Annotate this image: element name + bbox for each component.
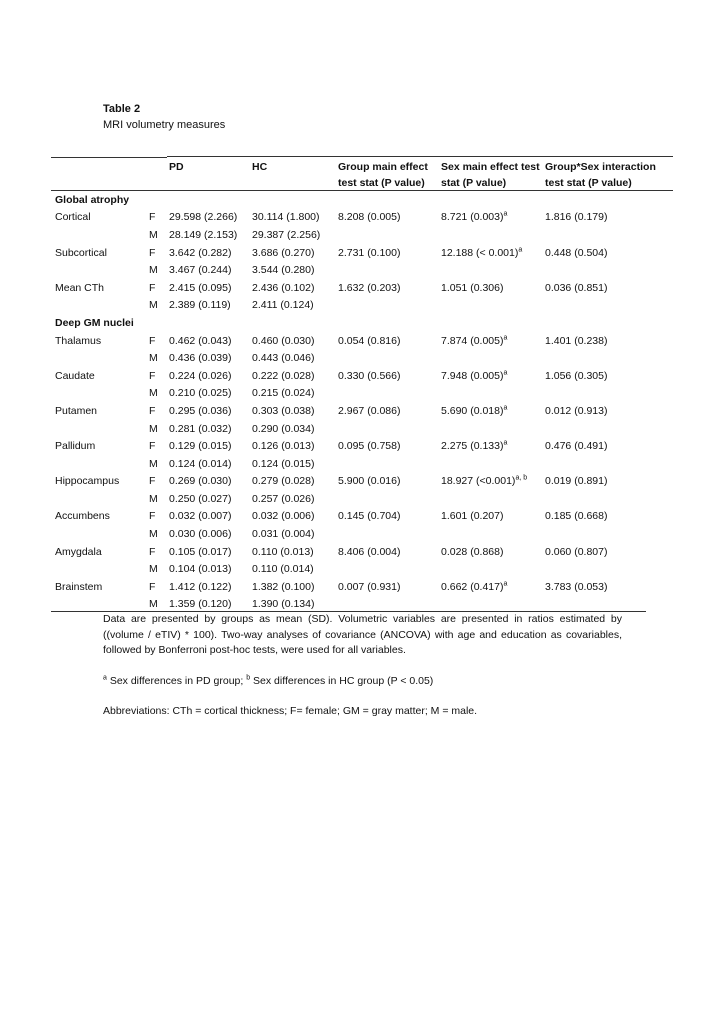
interaction-value: 3.783 (0.053) (545, 580, 608, 593)
interaction-value: 0.476 (0.491) (545, 440, 608, 453)
table-row (51, 402, 673, 420)
sex-effect-cell (437, 490, 541, 508)
region-label (51, 226, 149, 244)
interaction-value (541, 297, 673, 315)
region-label: Accumbens (55, 510, 110, 523)
sex-effect-cell (437, 437, 541, 455)
pd-value: 0.295 (0.036) (169, 404, 232, 417)
hc-value: 0.290 (0.034) (252, 422, 315, 435)
pd-value: 29.598 (2.266) (169, 211, 238, 224)
sex-cell: M (149, 228, 158, 241)
region-label: Caudate (55, 369, 95, 382)
table-row (51, 349, 673, 367)
group-effect-value: 0.145 (0.704) (338, 510, 401, 523)
region-label: Mean CTh (55, 281, 105, 294)
group-effect-value (334, 596, 437, 614)
sex-effect-cell (437, 578, 541, 596)
group-effect-value (334, 525, 437, 543)
hc-value: 0.222 (0.028) (252, 369, 315, 382)
header-cell: HC (252, 161, 268, 173)
region-label: Thalamus (55, 334, 102, 347)
table-row (51, 473, 673, 491)
sex-effect-value: 18.927 (<0.001) (441, 475, 516, 488)
interaction-value: 0.019 (0.891) (545, 475, 608, 488)
pd-value: 28.149 (2.153) (169, 228, 238, 241)
group-effect-value: 8.208 (0.005) (338, 211, 401, 224)
interaction-value (541, 455, 673, 473)
table-row (51, 596, 673, 614)
footnote-marker: a (503, 210, 508, 218)
interaction-value: 0.036 (0.851) (545, 281, 608, 294)
footnote-marker: a (503, 334, 508, 342)
sex-effect-cell (437, 349, 541, 367)
hc-value: 3.544 (0.280) (252, 264, 315, 277)
table-row (51, 543, 673, 561)
pd-value: 0.210 (0.025) (169, 387, 232, 400)
footnote-marker: a (503, 580, 508, 588)
region-label (51, 297, 149, 315)
interaction-value (541, 525, 673, 543)
section-label: Deep GM nuclei (55, 316, 134, 329)
sex-cell: M (149, 492, 158, 505)
table-row (51, 525, 673, 543)
footnote-marker: a (503, 404, 508, 412)
table-row (51, 261, 673, 279)
region-label: Subcortical (55, 246, 107, 259)
sex-cell: F (149, 510, 156, 523)
table-row (51, 560, 673, 578)
region-label: Brainstem (55, 580, 103, 593)
sex-cell: F (149, 246, 156, 259)
group-effect-value (334, 226, 437, 244)
sex-cell: F (149, 580, 156, 593)
group-effect-value (334, 385, 437, 403)
hc-value: 30.114 (1.800) (252, 211, 320, 224)
region-label (51, 349, 149, 367)
table-row (51, 455, 673, 473)
sex-effect-cell (437, 261, 541, 279)
sex-effect-value: 12.188 (< 0.001) (441, 246, 519, 259)
table-row (51, 508, 673, 526)
sex-effect-cell (437, 525, 541, 543)
header-cell: Group main effect test stat (P value) (338, 161, 428, 189)
pd-value: 0.250 (0.027) (169, 492, 232, 505)
sex-effect-cell (437, 226, 541, 244)
table-row (51, 297, 673, 315)
sex-effect-value: 0.662 (0.417) (441, 580, 504, 593)
pd-value: 0.030 (0.006) (169, 528, 232, 541)
footnote-marker: a (503, 369, 508, 377)
footnote-line (103, 674, 622, 690)
region-label (51, 385, 149, 403)
group-effect-value: 0.095 (0.758) (338, 440, 401, 453)
section-row (51, 191, 673, 209)
hc-value: 0.110 (0.014) (252, 563, 314, 576)
hc-value: 0.279 (0.028) (252, 475, 315, 488)
sex-effect-value: 8.721 (0.003) (441, 211, 504, 224)
sex-effect-cell (437, 332, 541, 350)
table-notes (103, 612, 622, 720)
region-label: Cortical (55, 211, 91, 224)
sex-cell: F (149, 545, 156, 558)
hc-value: 29.387 (2.256) (252, 228, 321, 241)
pd-value: 0.104 (0.013) (169, 563, 232, 576)
sex-effect-value: 2.275 (0.133) (441, 440, 504, 453)
group-effect-value: 0.054 (0.816) (338, 334, 401, 347)
table-row (51, 578, 673, 596)
hc-value: 0.303 (0.038) (252, 404, 315, 417)
pd-value: 1.359 (0.120) (169, 598, 232, 611)
group-effect-value (334, 420, 437, 438)
sex-effect-cell (437, 385, 541, 403)
footnote-a-text: Sex differences in PD group; (106, 674, 247, 687)
sex-effect-cell (437, 455, 541, 473)
group-effect-value (334, 261, 437, 279)
sex-cell: M (149, 264, 158, 277)
table-header-row (51, 157, 673, 191)
pd-value: 0.129 (0.015) (169, 440, 232, 453)
sex-effect-value: 5.690 (0.018) (441, 404, 504, 417)
table-caption-title: Table 2 (103, 103, 141, 115)
table-row (51, 244, 673, 262)
sex-effect-value: 7.948 (0.005) (441, 369, 504, 382)
hc-value: 0.124 (0.015) (252, 457, 315, 470)
hc-value: 0.031 (0.004) (252, 528, 315, 541)
group-effect-value: 5.900 (0.016) (338, 475, 401, 488)
region-label (51, 525, 149, 543)
hc-value: 0.126 (0.013) (252, 440, 315, 453)
hc-value: 3.686 (0.270) (252, 246, 315, 259)
interaction-value (541, 261, 673, 279)
hc-value: 2.411 (0.124) (252, 299, 314, 312)
sex-effect-cell (437, 402, 541, 420)
table-caption-subtitle: MRI volumetry measures (103, 119, 226, 131)
sex-cell: M (149, 299, 158, 312)
hc-value: 0.257 (0.026) (252, 492, 315, 505)
region-label (51, 420, 149, 438)
sex-cell: F (149, 369, 156, 382)
group-effect-value: 0.330 (0.566) (338, 369, 401, 382)
interaction-value (541, 560, 673, 578)
sex-effect-cell (437, 473, 541, 491)
header-cell (149, 157, 165, 191)
footnote-marker: a, b (515, 474, 528, 482)
group-effect-value (334, 490, 437, 508)
pd-value: 0.269 (0.030) (169, 475, 232, 488)
group-effect-value (334, 297, 437, 315)
table-row (51, 209, 673, 227)
header-cell: Group*Sex interaction test stat (P value) (545, 161, 656, 189)
sex-cell: F (149, 281, 156, 294)
sex-effect-cell (437, 543, 541, 561)
group-effect-value: 1.632 (0.203) (338, 281, 401, 294)
sex-effect-value: 7.874 (0.005) (441, 334, 504, 347)
interaction-value: 1.401 (0.238) (545, 334, 608, 347)
sex-cell: F (149, 404, 156, 417)
region-label (51, 490, 149, 508)
group-effect-value: 2.967 (0.086) (338, 404, 401, 417)
sex-cell: M (149, 422, 158, 435)
sex-effect-cell (437, 244, 541, 262)
hc-value: 0.443 (0.046) (252, 352, 315, 365)
hc-value: 1.382 (0.100) (252, 580, 315, 593)
sex-effect-cell (437, 420, 541, 438)
footnote-marker: a (503, 439, 508, 447)
table-row (51, 420, 673, 438)
interaction-value (541, 420, 673, 438)
pd-value: 0.281 (0.032) (169, 422, 232, 435)
pd-value: 0.124 (0.014) (169, 457, 232, 470)
group-effect-value (334, 349, 437, 367)
region-label: Hippocampus (55, 475, 120, 488)
pd-value: 0.032 (0.007) (169, 510, 232, 523)
sex-effect-cell (437, 508, 541, 526)
sex-effect-cell (437, 560, 541, 578)
footnote-b-text: Sex differences in HC group (P < 0.05) (250, 674, 434, 687)
sex-effect-cell (437, 209, 541, 227)
abbreviations-note: Abbreviations: CTh = cortical thickness; F= female; GM = gray matter; M = male. (103, 705, 478, 717)
interaction-value: 0.185 (0.668) (545, 510, 608, 523)
sex-effect-cell (437, 279, 541, 297)
section-row (51, 314, 673, 332)
sex-cell: M (149, 563, 158, 576)
footnote-marker: a (518, 246, 523, 254)
pd-value: 0.224 (0.026) (169, 369, 232, 382)
hc-value: 0.032 (0.006) (252, 510, 315, 523)
sex-cell: M (149, 352, 158, 365)
header-cell: PD (169, 161, 184, 173)
region-label (51, 261, 149, 279)
table-row (51, 332, 673, 350)
interaction-value (541, 596, 673, 614)
interaction-value: 1.056 (0.305) (545, 369, 608, 382)
interaction-value (541, 349, 673, 367)
footnote-a-mark: a (103, 674, 107, 681)
sex-cell: F (149, 211, 156, 224)
region-label (51, 560, 149, 578)
mri-volumetry-table (51, 157, 673, 613)
sex-effect-value: 0.028 (0.868) (441, 545, 504, 558)
region-label (51, 596, 149, 614)
group-effect-value (334, 455, 437, 473)
interaction-value (541, 226, 673, 244)
table-row (51, 437, 673, 455)
hc-value: 0.460 (0.030) (252, 334, 315, 347)
group-effect-value: 0.007 (0.931) (338, 580, 401, 593)
hc-value: 0.110 (0.013) (252, 545, 314, 558)
pd-value: 2.415 (0.095) (169, 281, 232, 294)
region-label: Pallidum (55, 440, 96, 453)
group-effect-value: 2.731 (0.100) (338, 246, 401, 259)
sex-effect-value: 1.051 (0.306) (441, 281, 504, 294)
sex-cell: M (149, 387, 158, 400)
interaction-value (541, 490, 673, 508)
table-row (51, 490, 673, 508)
hc-value: 0.215 (0.024) (252, 387, 315, 400)
pd-value: 2.389 (0.119) (169, 299, 231, 312)
sex-cell: M (149, 528, 158, 541)
pd-value: 0.462 (0.043) (169, 334, 232, 347)
sex-effect-cell (437, 297, 541, 315)
region-label: Amygdala (55, 545, 102, 558)
interaction-value: 0.012 (0.913) (545, 404, 608, 417)
interaction-value: 0.448 (0.504) (545, 246, 608, 259)
group-effect-value (334, 560, 437, 578)
sex-cell: M (149, 457, 158, 470)
sex-cell: F (149, 334, 156, 347)
sex-cell: F (149, 440, 156, 453)
interaction-value (541, 385, 673, 403)
sex-cell: M (149, 598, 158, 611)
table-row (51, 279, 673, 297)
pd-value: 3.467 (0.244) (169, 264, 232, 277)
sex-cell: F (149, 475, 156, 488)
table-row (51, 385, 673, 403)
sex-effect-cell (437, 596, 541, 614)
table-row (51, 226, 673, 244)
footnote-b-mark: b (246, 674, 251, 681)
header-cell: Sex main effect test stat (P value) (441, 161, 540, 189)
pd-value: 0.105 (0.017) (169, 545, 232, 558)
pd-value: 3.642 (0.282) (169, 246, 232, 259)
pd-value: 0.436 (0.039) (169, 352, 232, 365)
region-label: Putamen (55, 404, 98, 417)
interaction-value: 1.816 (0.179) (545, 211, 608, 224)
sex-effect-cell (437, 367, 541, 385)
region-label (51, 455, 149, 473)
data-note: Data are presented by groups as mean (SD). Volumetric variables are presented in ratios estimated by ((volume / eTIV) * 100). Two-way analyses of covariance (ANCOVA) with age and education as covariables, followed by Bonferroni post-hoc tests, were used for all variables. (103, 613, 622, 656)
hc-value: 2.436 (0.102) (252, 281, 315, 294)
sex-effect-value: 1.601 (0.207) (441, 510, 504, 523)
hc-value: 1.390 (0.134) (252, 598, 315, 611)
interaction-value: 0.060 (0.807) (545, 545, 608, 558)
section-label: Global atrophy (55, 193, 130, 206)
table-row (51, 367, 673, 385)
header-cell (51, 157, 149, 191)
group-effect-value: 8.406 (0.004) (338, 545, 401, 558)
pd-value: 1.412 (0.122) (169, 580, 232, 593)
